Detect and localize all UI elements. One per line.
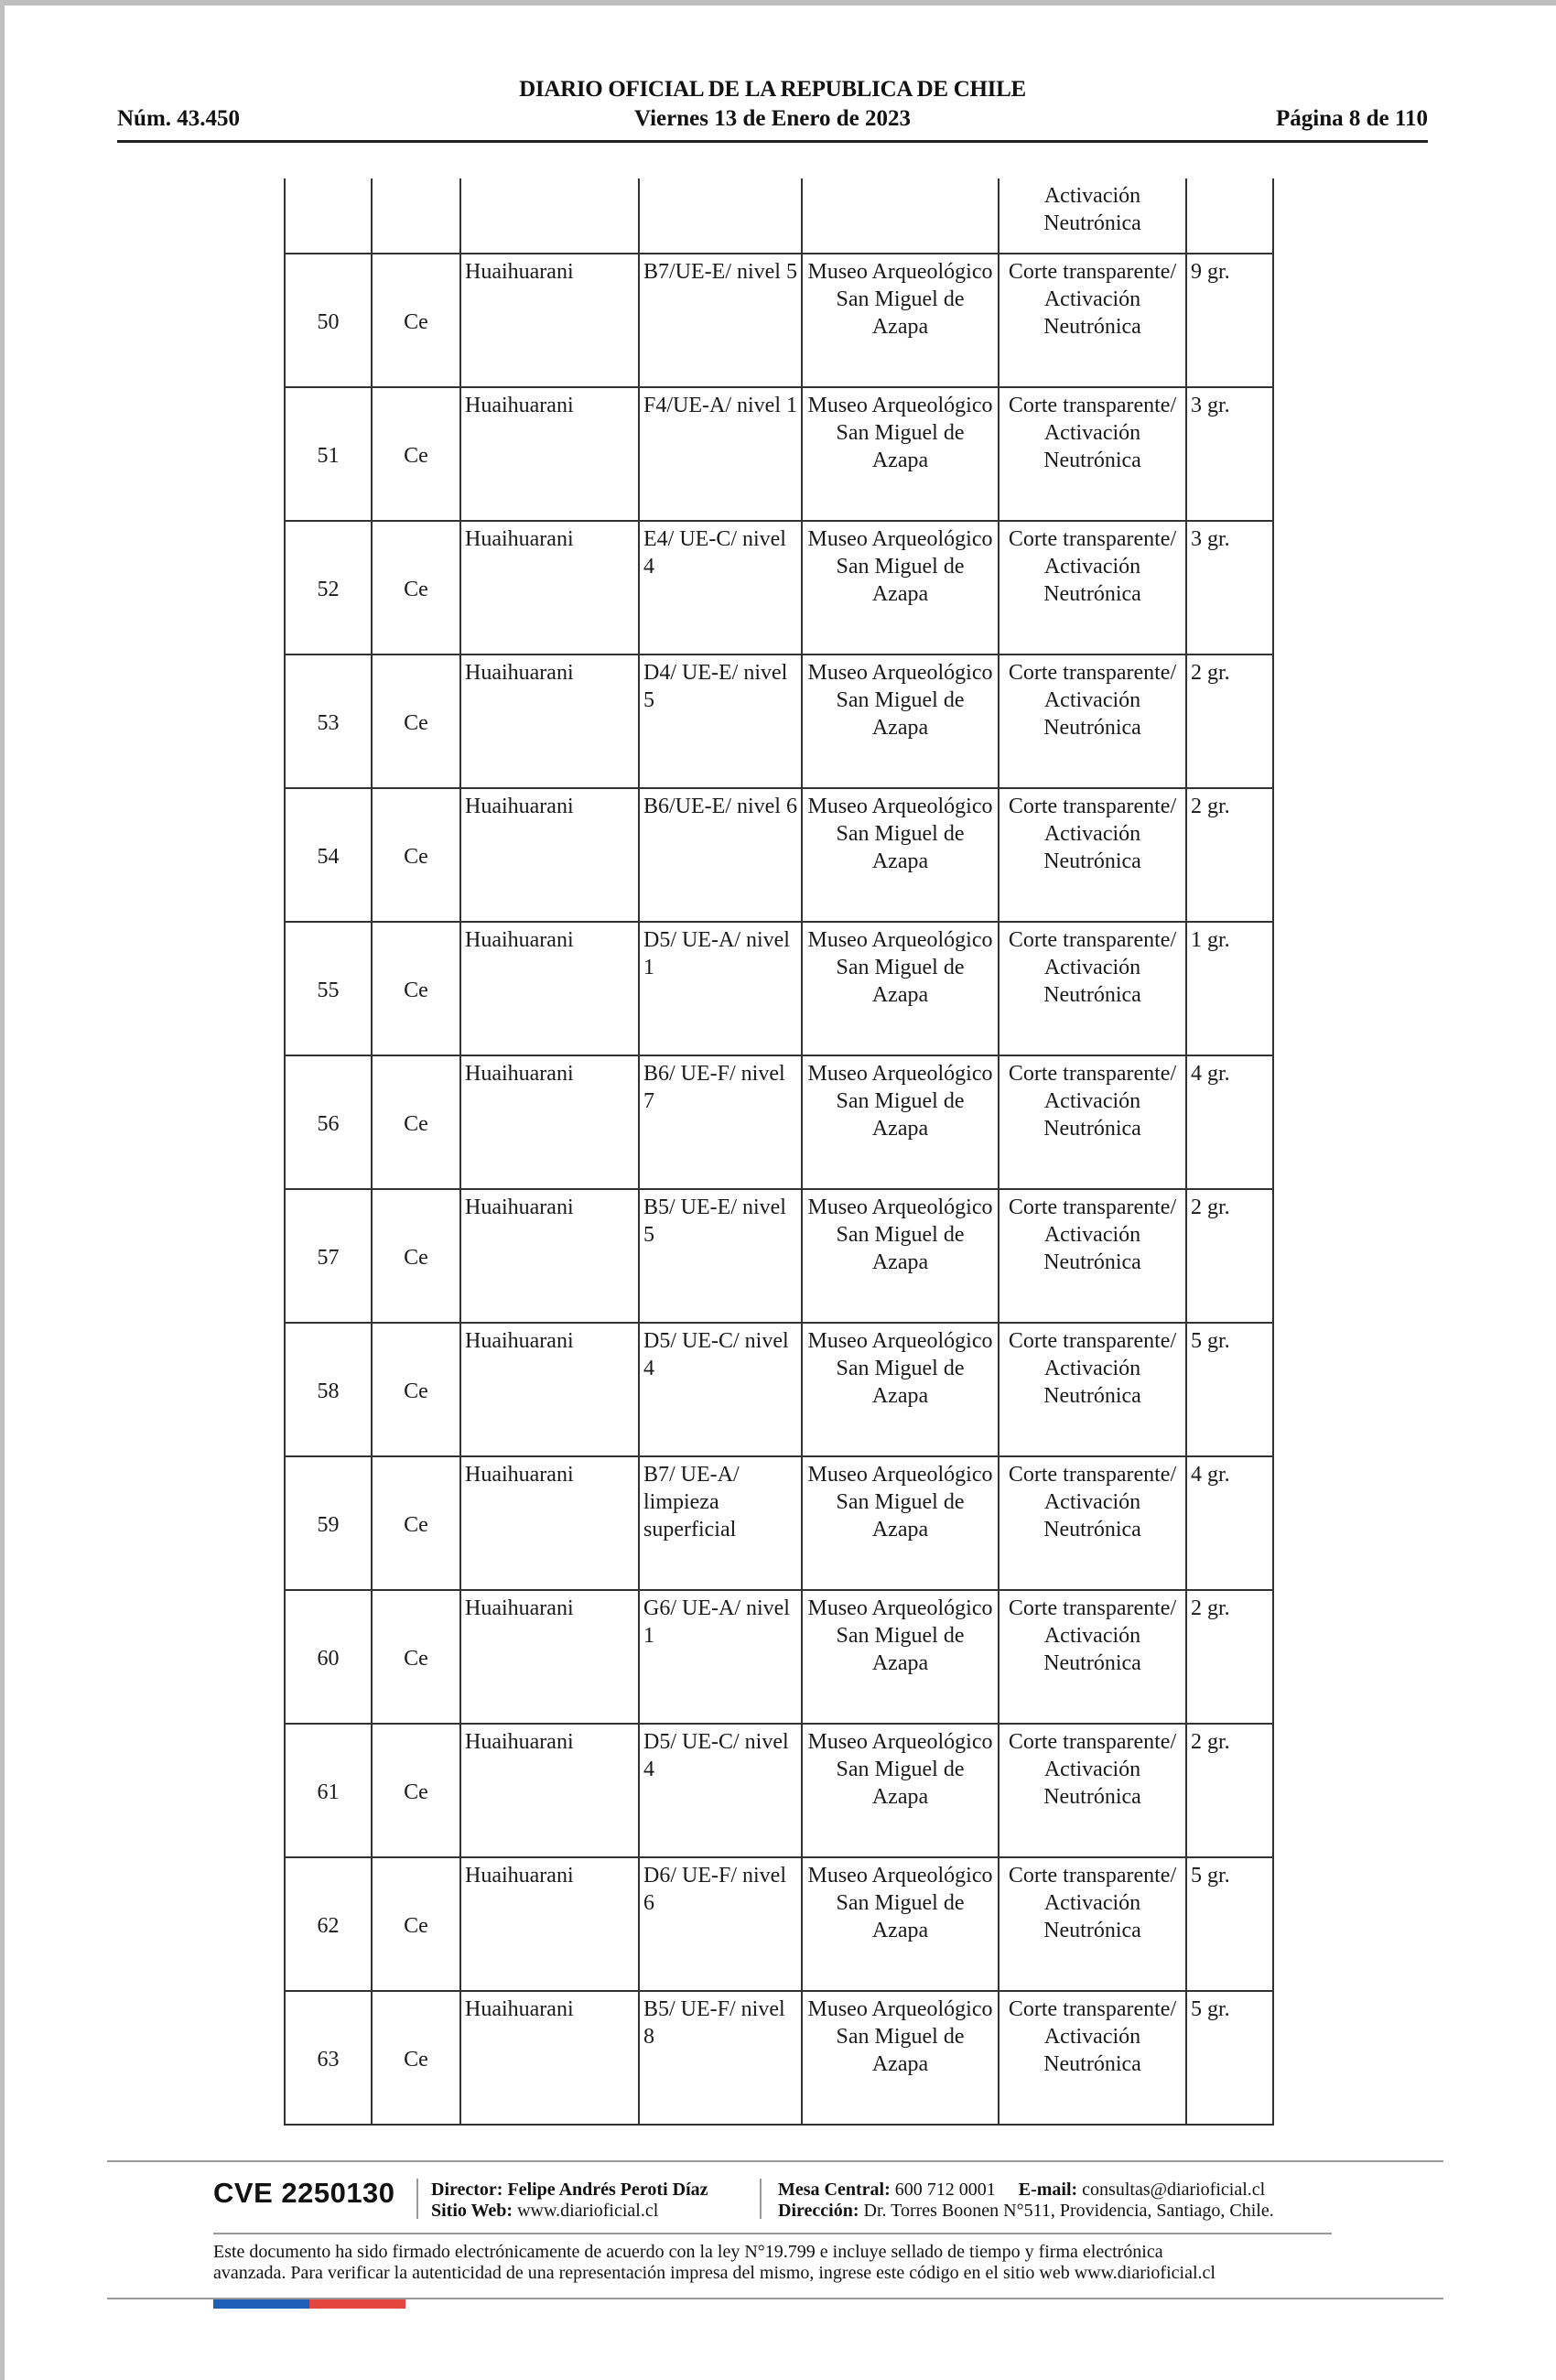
cell-unit: B7/UE-E/ nivel 5 [639, 254, 802, 387]
footer-director-block [431, 2180, 708, 2222]
flag-bar-red [309, 2299, 405, 2309]
cell-weight [1186, 178, 1273, 254]
cell-weight: 3 gr. [1186, 521, 1273, 654]
table-row [285, 1724, 1273, 1857]
cell-technique: Corte transparente/ Activación Neutrónica [999, 521, 1186, 654]
cell-site: Huaihuarani [460, 1055, 639, 1189]
cell-unit: F4/UE-A/ nivel 1 [639, 387, 802, 521]
table-row [285, 1590, 1273, 1724]
director-label: Director: [431, 2180, 503, 2200]
page-edge-top [0, 0, 1556, 5]
cell-num: 61 [285, 1724, 372, 1857]
cell-technique: Corte transparente/ Activación Neutrónica [999, 1456, 1186, 1590]
flag-bar-blue [213, 2299, 309, 2309]
legal-line: avanzada. Para verificar la autenticidad de una representación impresa del mismo, ingrese este código en el sitio web www.diarioficial.cl [213, 2263, 1216, 2283]
cell-site: Huaihuarani [460, 1189, 639, 1323]
data-table [284, 178, 1274, 2126]
page-edge-left [0, 0, 5, 2380]
table-row [285, 387, 1273, 521]
cell-unit: B5/ UE-E/ nivel 5 [639, 1189, 802, 1323]
cell-museum [802, 178, 999, 254]
cell-museum: Museo Arqueológico San Miguel de Azapa [802, 654, 999, 788]
cell-element: Ce [372, 1857, 460, 1991]
cell-unit: D5/ UE-A/ nivel 1 [639, 922, 802, 1055]
table-row [285, 1189, 1273, 1323]
cell-site: Huaihuarani [460, 521, 639, 654]
cell-num: 59 [285, 1456, 372, 1590]
issue-number: Núm. 43.450 [117, 106, 241, 131]
table-row [285, 521, 1273, 654]
table-row [285, 1857, 1273, 1991]
cell-technique: Corte transparente/ Activación Neutrónica [999, 1189, 1186, 1323]
table-row [285, 922, 1273, 1055]
cell-museum: Museo Arqueológico San Miguel de Azapa [802, 1456, 999, 1590]
table-row [285, 254, 1273, 387]
phone-value: 600 712 0001 [894, 2180, 996, 2200]
cell-site: Huaihuarani [460, 1724, 639, 1857]
table-row [285, 1055, 1273, 1189]
director-name: Felipe Andrés Peroti Díaz [507, 2180, 708, 2200]
cell-unit: D5/ UE-C/ nivel 4 [639, 1323, 802, 1456]
cell-museum: Museo Arqueológico San Miguel de Azapa [802, 387, 999, 521]
cell-site: Huaihuarani [460, 254, 639, 387]
table-row-continued [285, 178, 1273, 254]
cell-unit: B5/ UE-F/ nivel 8 [639, 1991, 802, 2125]
cell-technique: Corte transparente/ Activación Neutrónica [999, 387, 1186, 521]
cell-weight: 2 gr. [1186, 1189, 1273, 1323]
publication-title: DIARIO OFICIAL DE LA REPUBLICA DE CHILE [519, 77, 1026, 102]
cell-museum: Museo Arqueológico San Miguel de Azapa [802, 1991, 999, 2125]
cell-museum: Museo Arqueológico San Miguel de Azapa [802, 1323, 999, 1456]
cell-museum: Museo Arqueológico San Miguel de Azapa [802, 788, 999, 922]
table-row [285, 654, 1273, 788]
cell-technique: Corte transparente/ Activación Neutrónica [999, 1991, 1186, 2125]
cell-unit: G6/ UE-A/ nivel 1 [639, 1590, 802, 1724]
table-row [285, 1323, 1273, 1456]
cell-element: Ce [372, 1590, 460, 1724]
cell-technique: Corte transparente/ Activación Neutrónica [999, 1857, 1186, 1991]
cell-weight: 2 gr. [1186, 1724, 1273, 1857]
cell-num: 55 [285, 922, 372, 1055]
cell-weight: 2 gr. [1186, 1590, 1273, 1724]
cell-num: 57 [285, 1189, 372, 1323]
cell-site: Huaihuarani [460, 1456, 639, 1590]
cell-site: Huaihuarani [460, 922, 639, 1055]
cell-technique: Corte transparente/ Activación Neutrónica [999, 654, 1186, 788]
cell-element: Ce [372, 1323, 460, 1456]
cell-site: Huaihuarani [460, 1323, 639, 1456]
footer-separator [416, 2179, 418, 2219]
legal-notice [213, 2242, 1357, 2284]
sample-table [284, 178, 1272, 2126]
cell-element: Ce [372, 387, 460, 521]
cell-technique: Corte transparente/ Activación Neutrónica [999, 254, 1186, 387]
footer-divider-top [107, 2160, 1443, 2162]
cell-weight: 2 gr. [1186, 654, 1273, 788]
website-link[interactable]: www.diarioficial.cl [517, 2201, 659, 2221]
cell-num: 51 [285, 387, 372, 521]
cell-num [285, 178, 372, 254]
cell-unit [639, 178, 802, 254]
cell-unit: B6/ UE-F/ nivel 7 [639, 1055, 802, 1189]
cell-num: 53 [285, 654, 372, 788]
cell-element: Ce [372, 922, 460, 1055]
cell-num: 52 [285, 521, 372, 654]
cell-weight: 4 gr. [1186, 1055, 1273, 1189]
cell-technique: Corte transparente/ Activación Neutrónica [999, 1590, 1186, 1724]
cell-weight: 3 gr. [1186, 387, 1273, 521]
email-link[interactable]: consultas@diarioficial.cl [1082, 2180, 1266, 2200]
cell-element: Ce [372, 254, 460, 387]
cell-unit: D4/ UE-E/ nivel 5 [639, 654, 802, 788]
cell-num: 62 [285, 1857, 372, 1991]
cell-weight: 1 gr. [1186, 922, 1273, 1055]
cell-weight: 2 gr. [1186, 788, 1273, 922]
cell-num: 58 [285, 1323, 372, 1456]
cve-code: CVE 2250130 [213, 2177, 395, 2209]
cell-weight: 5 gr. [1186, 1991, 1273, 2125]
cell-museum: Museo Arqueológico San Miguel de Azapa [802, 922, 999, 1055]
address-value: Dr. Torres Boonen N°511, Providencia, Santiago, Chile. [863, 2201, 1274, 2221]
cell-technique: Corte transparente/ Activación Neutrónica [999, 922, 1186, 1055]
cell-museum: Museo Arqueológico San Miguel de Azapa [802, 1590, 999, 1724]
cell-technique: Corte transparente/ Activación Neutrónica [999, 1055, 1186, 1189]
cell-museum: Museo Arqueológico San Miguel de Azapa [802, 1724, 999, 1857]
cell-technique: Corte transparente/ Activación Neutrónica [999, 1323, 1186, 1456]
cell-museum: Museo Arqueológico San Miguel de Azapa [802, 1055, 999, 1189]
cell-element: Ce [372, 788, 460, 922]
issue-date: Viernes 13 de Enero de 2023 [633, 106, 912, 131]
cell-unit: E4/ UE-C/ nivel 4 [639, 521, 802, 654]
cell-weight: 4 gr. [1186, 1456, 1273, 1590]
header-divider [117, 140, 1428, 143]
phone-label: Mesa Central: [778, 2180, 891, 2200]
cell-museum: Museo Arqueológico San Miguel de Azapa [802, 254, 999, 387]
cell-element: Ce [372, 1724, 460, 1857]
page-indicator: Página 8 de 110 [1276, 106, 1428, 131]
legal-line: Este documento ha sido firmado electrónicamente de acuerdo con la ley N°19.799 e incluye sellado de tiempo y firma electrónica [213, 2242, 1163, 2262]
cell-technique: Activación Neutrónica [999, 178, 1186, 254]
address-label: Dirección: [778, 2201, 859, 2221]
cell-museum: Museo Arqueológico San Miguel de Azapa [802, 1857, 999, 1991]
cell-element: Ce [372, 1456, 460, 1590]
cell-unit: D5/ UE-C/ nivel 4 [639, 1724, 802, 1857]
cell-num: 56 [285, 1055, 372, 1189]
cell-unit: B7/ UE-A/ limpieza superficial [639, 1456, 802, 1590]
cell-technique: Corte transparente/ Activación Neutrónica [999, 788, 1186, 922]
table-row [285, 788, 1273, 922]
cell-site: Huaihuarani [460, 1991, 639, 2125]
cell-element: Ce [372, 1189, 460, 1323]
cell-site: Huaihuarani [460, 1857, 639, 1991]
table-row [285, 1991, 1273, 2125]
cell-num: 60 [285, 1590, 372, 1724]
footer-divider-mid [213, 2233, 1332, 2234]
cell-museum: Museo Arqueológico San Miguel de Azapa [802, 521, 999, 654]
footer-contact-block [778, 2180, 1274, 2222]
cell-weight: 9 gr. [1186, 254, 1273, 387]
cell-element: Ce [372, 1991, 460, 2125]
cell-unit: B6/UE-E/ nivel 6 [639, 788, 802, 922]
cell-weight: 5 gr. [1186, 1323, 1273, 1456]
footer-separator [760, 2179, 762, 2219]
cell-museum: Museo Arqueológico San Miguel de Azapa [802, 1189, 999, 1323]
cell-site [460, 178, 639, 254]
cell-element: Ce [372, 654, 460, 788]
cell-site: Huaihuarani [460, 387, 639, 521]
cell-num: 50 [285, 254, 372, 387]
cell-num: 54 [285, 788, 372, 922]
cell-num: 63 [285, 1991, 372, 2125]
website-label: Sitio Web: [431, 2201, 513, 2221]
cell-technique: Corte transparente/ Activación Neutrónica [999, 1724, 1186, 1857]
cell-element: Ce [372, 1055, 460, 1189]
cell-site: Huaihuarani [460, 788, 639, 922]
cell-element [372, 178, 460, 254]
table-row [285, 1456, 1273, 1590]
cell-site: Huaihuarani [460, 654, 639, 788]
cell-site: Huaihuarani [460, 1590, 639, 1724]
cell-weight: 5 gr. [1186, 1857, 1273, 1991]
cell-element: Ce [372, 521, 460, 654]
cell-unit: D6/ UE-F/ nivel 6 [639, 1857, 802, 1991]
email-label: E-mail: [1018, 2180, 1078, 2200]
page-header [117, 73, 1428, 145]
